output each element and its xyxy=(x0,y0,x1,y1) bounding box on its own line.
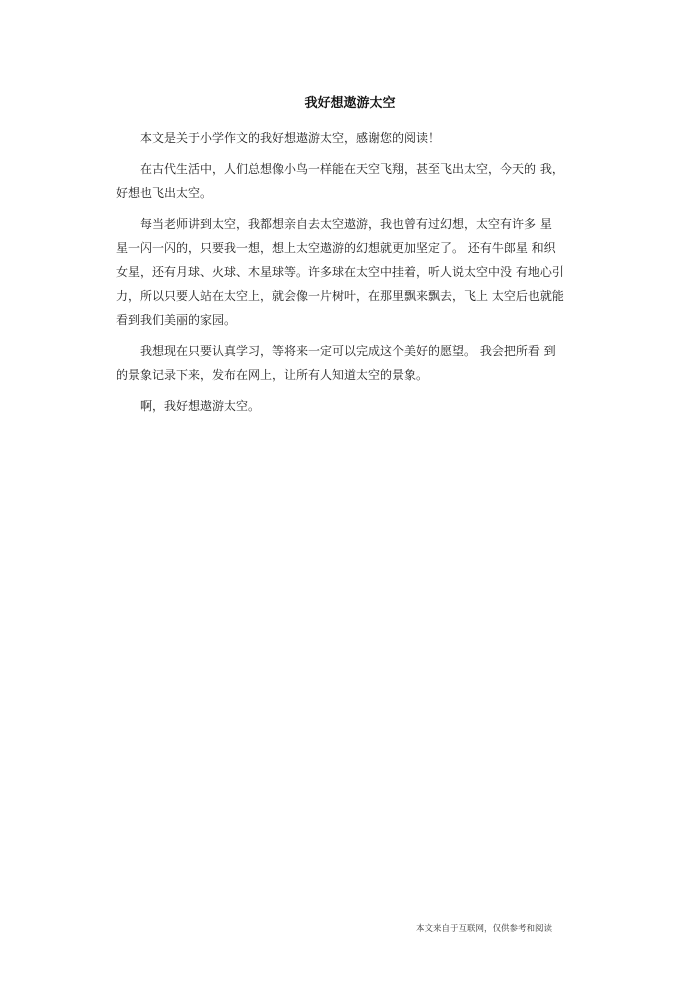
paragraph-line: 力，所以只要人站在太空上，就会像一片树叶，在那里飘来飘去，飞上 太空后也就能 xyxy=(116,289,564,303)
paragraph-4 xyxy=(116,339,594,387)
paragraph-line: 女星，还有月球、火球、木星球等。许多球在太空中挂着，听人说太空中没 有地心引 xyxy=(116,265,564,279)
paragraph-line: 本文是关于小学作文的我好想遨游太空，感谢您的阅读！ xyxy=(140,131,441,145)
paragraph-line: 啊，我好想遨游太空。 xyxy=(140,399,261,413)
paragraph-line: 我想现在只要认真学习，等将来一定可以完成这个美好的愿望。 我会把所看 到 xyxy=(140,344,556,358)
paragraph-5 xyxy=(116,394,594,418)
paragraph-line: 星一闪一闪的，只要我一想，想上太空遨游的幻想就更加坚定了。 还有牛郎星 和织 xyxy=(116,241,556,255)
paragraph-line: 在古代生活中，人们总想像小鸟一样能在天空飞翔，甚至飞出太空，今天的 我， xyxy=(140,162,564,176)
footer-note: 本文来自于互联网，仅供参考和阅读 xyxy=(416,924,553,934)
paragraph-2 xyxy=(116,157,594,205)
paragraph-line: 的景象记录下来，发布在网上，让所有人知道太空的景象。 xyxy=(116,368,429,382)
paragraph-1 xyxy=(116,126,594,150)
article-body xyxy=(116,126,594,425)
paragraph-line: 看到我们美丽的家园。 xyxy=(116,313,237,327)
page-title: 我好想遨游太空 xyxy=(304,96,396,111)
paragraph-3 xyxy=(116,212,594,332)
paragraph-line: 每当老师讲到太空，我都想亲自去太空遨游，我也曾有过幻想，太空有许多 星 xyxy=(140,217,552,231)
paragraph-line: 好想也飞出太空。 xyxy=(116,186,213,200)
